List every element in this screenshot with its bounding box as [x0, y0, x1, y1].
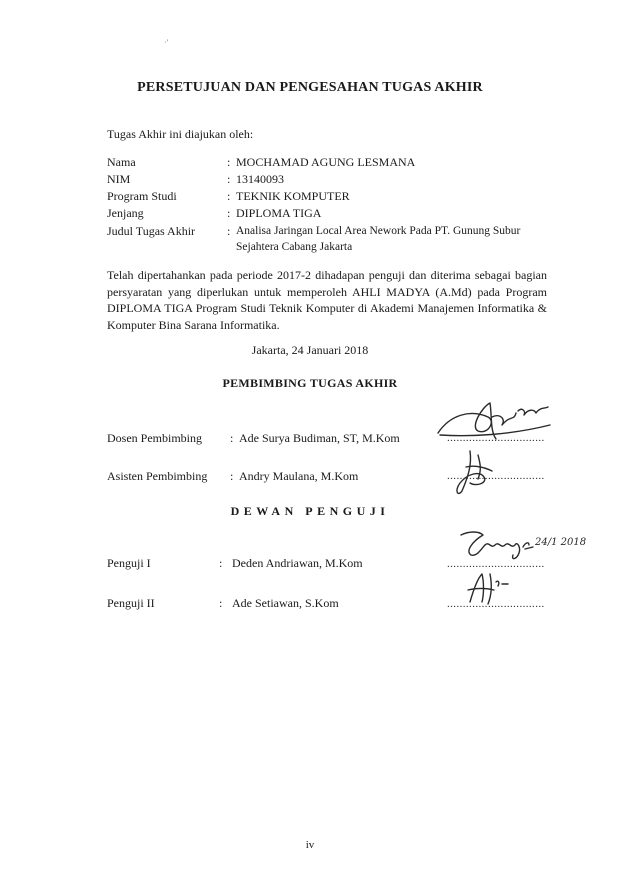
pembimbing-heading: PEMBIMBING TUGAS AKHIR — [222, 376, 398, 390]
signature-asisten-pembimbing — [448, 447, 508, 497]
field-colon: : — [227, 172, 231, 186]
penguji-1-label: Penguji I — [107, 556, 151, 570]
field-value-program-studi: TEKNIK KOMPUTER — [236, 189, 350, 203]
page-title: PERSETUJUAN DAN PENGESAHAN TUGAS AKHIR — [137, 80, 483, 95]
field-colon: : — [227, 189, 231, 203]
field-colon: : — [227, 224, 231, 238]
asisten-pembimbing-label: Asisten Pembimbing — [107, 469, 208, 483]
signature-line: ............................... — [447, 598, 545, 610]
signature-dosen-pembimbing — [430, 395, 560, 450]
penguji-2-name: Ade Setiawan, S.Kom — [232, 596, 339, 610]
page-number: iv — [305, 839, 315, 851]
signature-line: ............................... — [447, 558, 545, 570]
field-label-jenjang: Jenjang — [107, 206, 144, 220]
penguji-2-label: Penguji II — [107, 596, 155, 610]
penguji-heading: DEWAN PENGUJI — [230, 504, 390, 518]
field-value-nama: MOCHAMAD AGUNG LESMANA — [236, 155, 416, 169]
signature-penguji-1 — [455, 525, 587, 565]
field-colon: : — [230, 431, 234, 445]
intro-text: Tugas Akhir ini diajukan oleh: — [107, 127, 254, 141]
field-value-nim: 13140093 — [236, 172, 284, 186]
field-colon: : — [227, 155, 231, 169]
field-colon: : — [227, 206, 231, 220]
asisten-pembimbing-name: Andry Maulana, M.Kom — [239, 469, 359, 483]
handwritten-date: 24/1 2018 — [535, 537, 587, 548]
field-colon: : — [219, 596, 223, 610]
penguji-1-name: Deden Andriawan, M.Kom — [232, 556, 363, 570]
field-value-judul: Analisa Jaringan Local Area Nework Pada PT. Gunung Subur — [236, 225, 521, 237]
field-label-nim: NIM — [107, 172, 131, 186]
field-label-program-studi: Program Studi — [107, 189, 177, 203]
approval-paragraph: Telah dipertahankan pada periode 2017-2 dihadapan penguji dan diterima sebagai bagian persyaratan yang diperlukan untuk memperoleh AHLI MADYA (A.Md) pada Program DIPLOMA TIGA Program Studi Teknik Komputer di Akademi Manajemen Informatika & Komputer Bina Sarana Informatika. — [107, 268, 547, 332]
field-label-nama: Nama — [107, 155, 136, 169]
signature-penguji-2 — [460, 568, 520, 610]
field-value-judul-line2: Sejahtera Cabang Jakarta — [236, 241, 353, 253]
field-colon: : — [219, 556, 223, 570]
dosen-pembimbing-name: Ade Surya Budiman, ST, M.Kom — [239, 431, 400, 445]
field-label-judul: Judul Tugas Akhir — [107, 224, 196, 238]
scan-speck: ·' — [164, 38, 169, 47]
date-line: Jakarta, 24 Januari 2018 — [251, 343, 369, 357]
field-value-jenjang: DIPLOMA TIGA — [236, 206, 322, 220]
signature-line: ............................... — [447, 470, 545, 482]
field-colon: : — [230, 469, 234, 483]
dosen-pembimbing-label: Dosen Pembimbing — [107, 431, 202, 445]
signature-line: ............................... — [447, 432, 545, 444]
